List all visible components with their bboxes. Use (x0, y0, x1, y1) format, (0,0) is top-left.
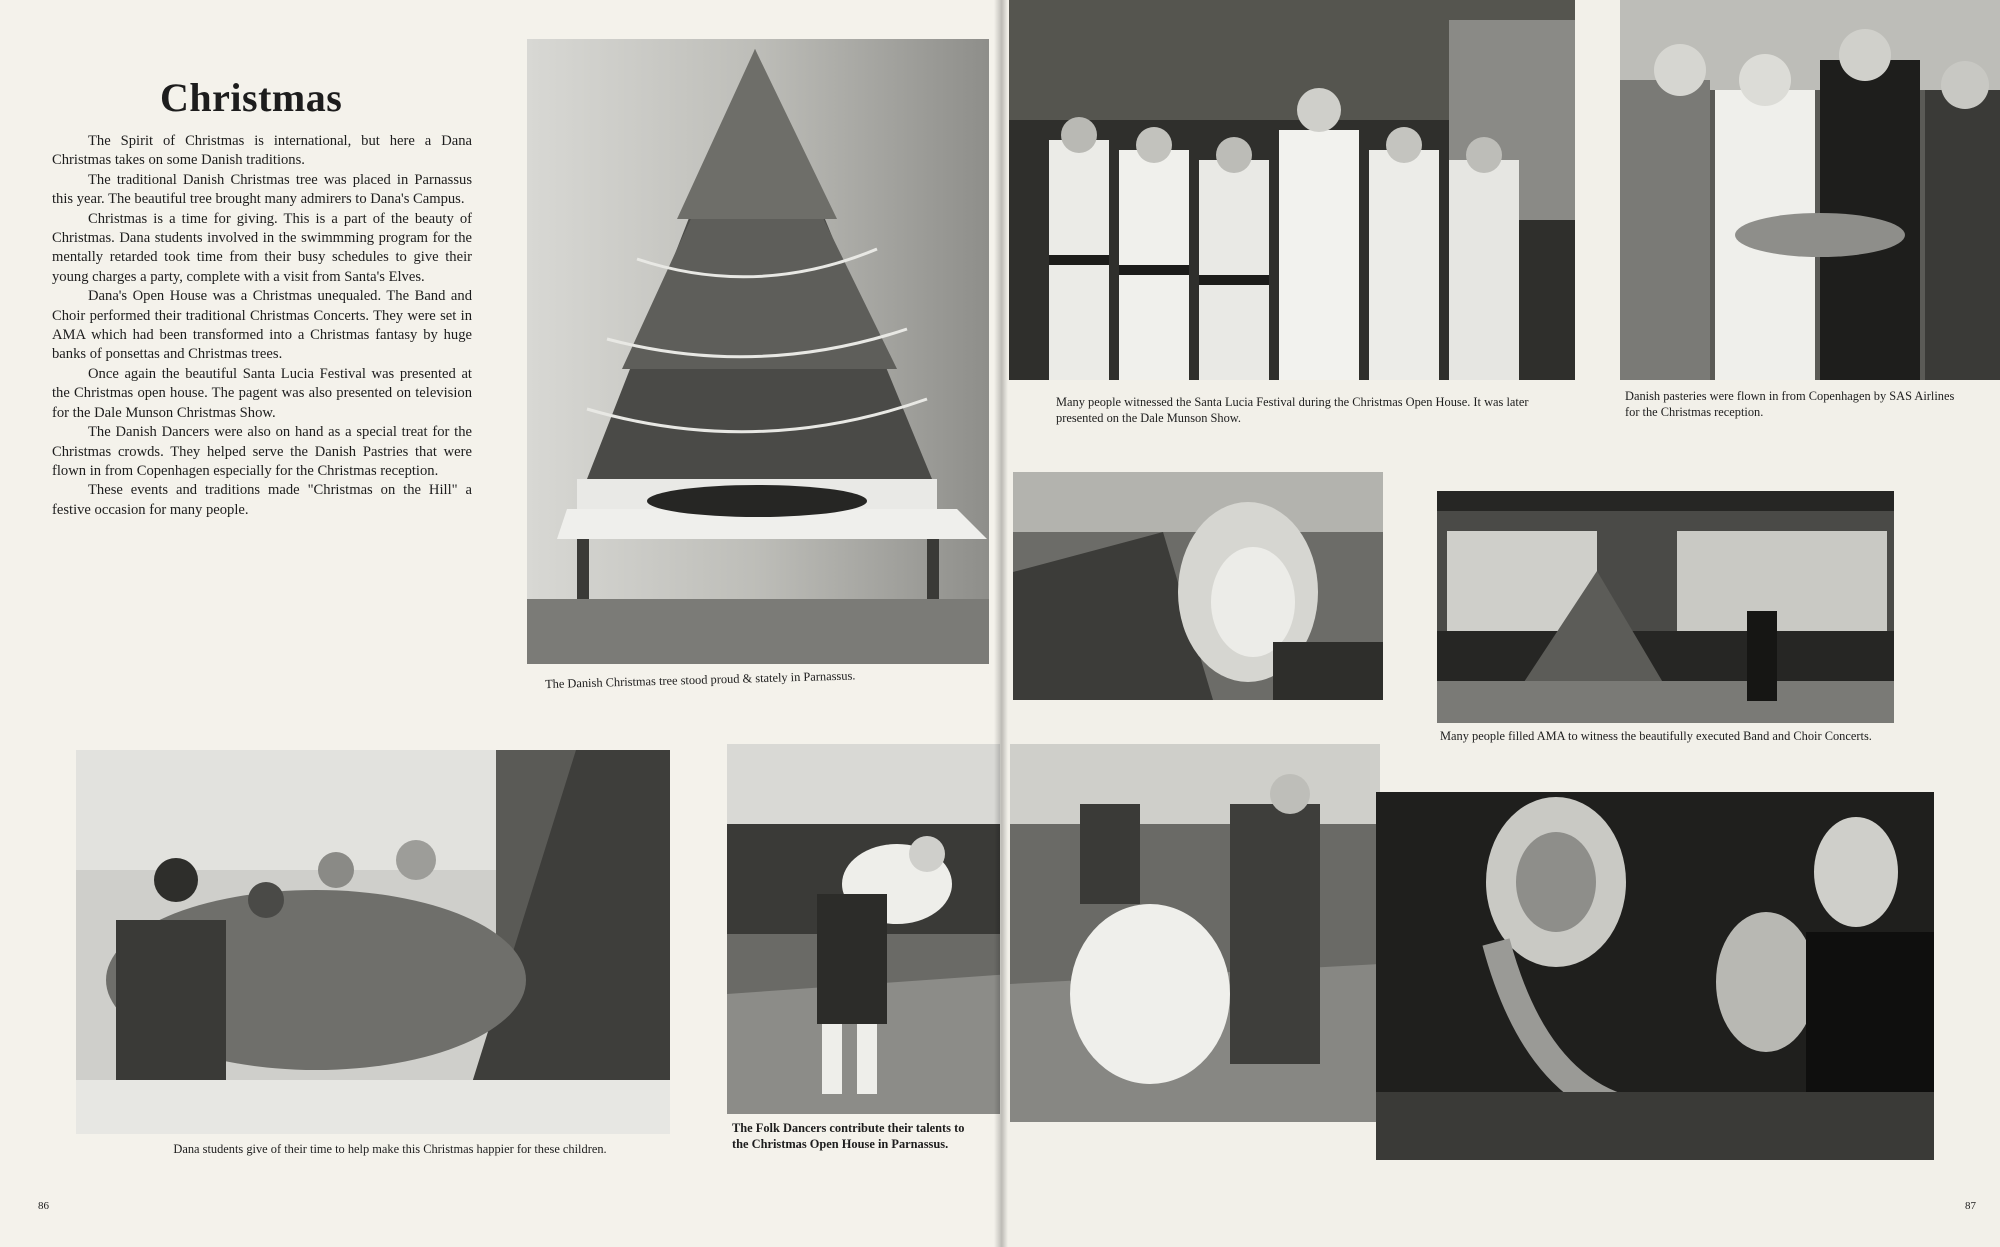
choir-concert-photo (1437, 491, 1894, 723)
santa-lucia-image (1009, 0, 1575, 380)
folk-dancers-photo-left (727, 744, 1011, 1114)
tree-caption: The Danish Christmas tree stood proud & stately in Parnassus. (544, 668, 856, 692)
article-paragraph: Dana's Open House was a Christmas unequaled. The Band and Choir performed their traditional Christmas Concerts. They were set in AMA which had been transformed into a Christmas fantasy by huge banks of ponsettas and Christmas trees. (52, 288, 472, 363)
right-page (1000, 0, 2000, 1247)
choir-caption: Many people filled AMA to witness the beautifully executed Band and Choir Concerts. (1440, 729, 1872, 743)
band-tuba-photo (1376, 792, 1934, 1160)
folk-dancers-photo-right (1010, 744, 1380, 1122)
band-tuba-image (1376, 792, 1934, 1160)
dancers-caption: The Folk Dancers contribute their talents to the Christmas Open House in Parnassus. (732, 1121, 965, 1151)
children-party-photo (76, 750, 670, 1134)
santa-lucia-photo (1009, 0, 1575, 380)
page-title: Christmas (160, 75, 343, 120)
girl-portrait-photo (1013, 472, 1383, 700)
article-body (52, 132, 472, 520)
article-paragraph: Once again the beautiful Santa Lucia Festival was presented at the Christmas open house. The pagent was also presented on television for the Dale Munson Christmas Show. (52, 365, 472, 421)
children-caption: Dana students give of their time to help make this Christmas happier for these children. (173, 1142, 607, 1156)
page-number-left: 86 (38, 1200, 49, 1212)
christmas-tree-photo (527, 39, 989, 664)
choir-concert-image (1437, 491, 1894, 723)
folk-dancers-image-left (727, 744, 1011, 1114)
article-paragraph: These events and traditions made "Christmas on the Hill" a festive occasion for many people. (52, 482, 472, 518)
girl-portrait-image (1013, 472, 1383, 700)
danish-pastries-photo (1620, 0, 2000, 380)
article-paragraph: Christmas is a time for giving. This is a part of the beauty of Christmas. Dana students involved in the swimmming program for the mentally retarded took time from their busy schedules to give their young charges a party, complete with a visit from Santa's Elves. (52, 210, 472, 285)
christmas-tree-image (527, 39, 989, 664)
danish-pastries-image (1620, 0, 2000, 380)
article-paragraph: The Spirit of Christmas is international, but here a Dana Christmas takes on some Danish traditions. (52, 133, 472, 169)
folk-dancers-image-right (1010, 744, 1380, 1122)
children-party-image (76, 750, 670, 1134)
pastries-caption: Danish pasteries were flown in from Copenhagen by SAS Airlines for the Christmas reception. (1625, 389, 1955, 419)
page-number-right: 87 (1965, 1200, 1976, 1212)
article-paragraph: The traditional Danish Christmas tree was placed in Parnassus this year. The beautiful tree brought many admirers to Dana's Campus. (52, 171, 472, 208)
article-paragraph: The Danish Dancers were also on hand as a special treat for the Christmas crowds. They helped serve the Danish Pastries that were flown in from Copenhagen especially for the Christmas reception. (52, 424, 472, 479)
lucia-caption: Many people witnessed the Santa Lucia Festival during the Christmas Open House. It was later presented on the Dale Munson Show. (1056, 395, 1529, 425)
page-gutter (994, 0, 1008, 1247)
